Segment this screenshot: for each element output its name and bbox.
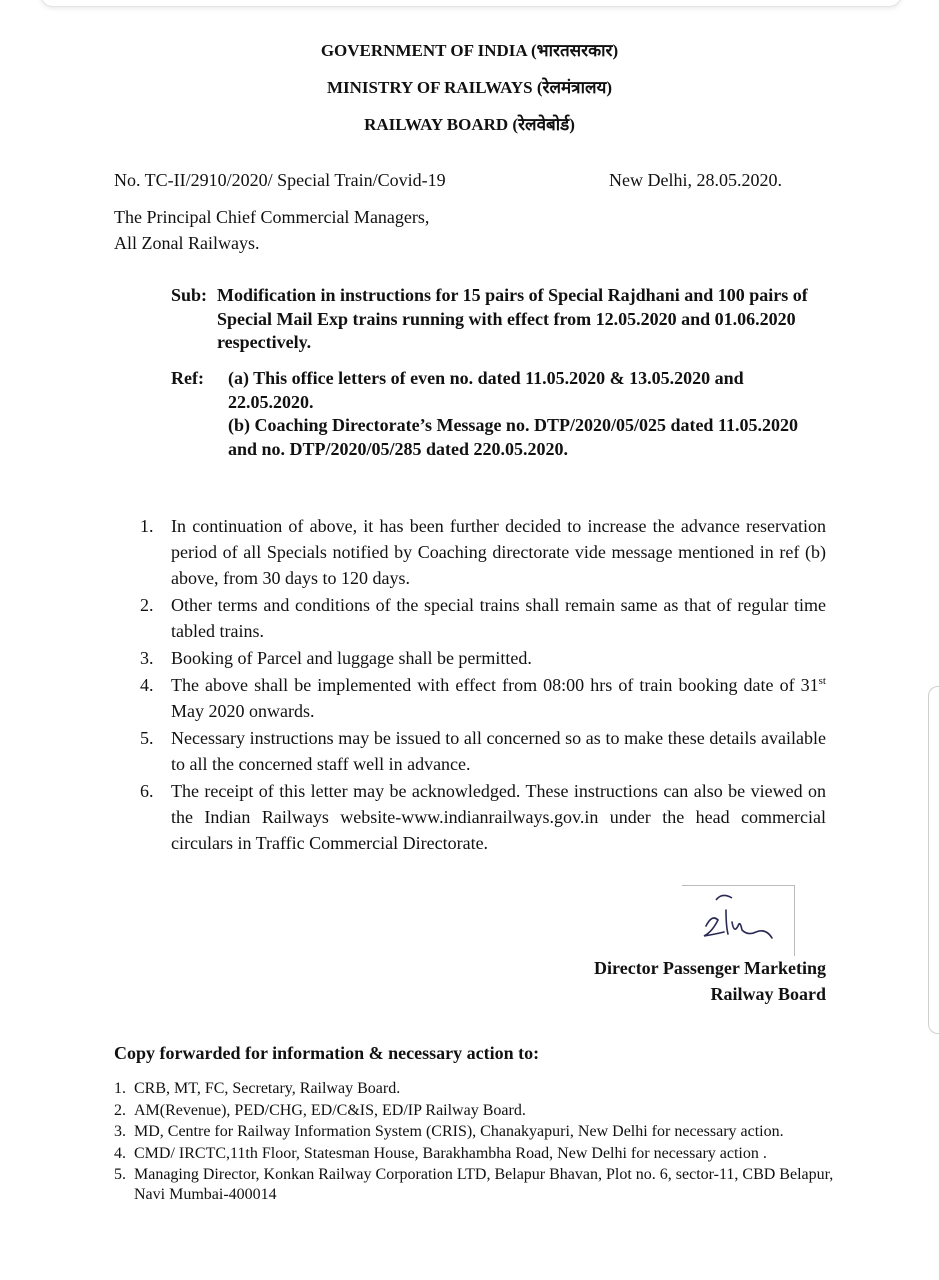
reference-a: (a) This office letters of even no. dated 11.05.2020 & 13.05.2020 and 22.05.2020. <box>228 368 744 412</box>
list-item <box>114 1079 834 1099</box>
paragraph <box>140 778 826 856</box>
header-government: GOVERNMENT OF INDIA (भारतसरकार) <box>320 41 619 60</box>
list-item <box>114 1101 834 1121</box>
list-item <box>114 1165 834 1205</box>
item-number: 4. <box>114 1144 126 1162</box>
paragraph-number: 2. <box>140 595 154 615</box>
item-text: CRB, MT, FC, Secretary, Railway Board. <box>134 1080 401 1097</box>
list-item <box>114 1122 834 1142</box>
paragraph <box>140 725 826 777</box>
scroll-handle[interactable] <box>928 686 939 1034</box>
item-text: Managing Director, Konkan Railway Corporation LTD, Belapur Bhavan, Plot no. 6, sector-11, CBD Belapur, Navi Mumbai-400014 <box>134 1166 834 1203</box>
paragraph-text: The above shall be implemented with effect from 08:00 hrs of train booking date of 31 <box>171 675 819 695</box>
place-date: New Delhi, 28.05.2020. <box>609 170 782 190</box>
item-text: CMD/ IRCTC,11th Floor, Statesman House, Barakhambha Road, New Delhi for necessary action . <box>134 1144 767 1162</box>
subject-label: Sub: <box>171 285 208 305</box>
letter-number: No. TC-II/2910/2020/ Special Train/Covid-19 <box>114 170 446 190</box>
header-ministry: MINISTRY OF RAILWAYS (रेलमंत्रालय) <box>326 78 613 97</box>
paragraph <box>140 592 826 644</box>
paragraph-text: In continuation of above, it has been further decided to increase the advance reservation period of all Specials notified by Coaching directorate vide message mentioned in ref (b) above, from 30 days to 120 days. <box>171 516 826 588</box>
paragraph-list <box>140 513 826 856</box>
subject-text: Modification in instructions for 15 pairs of Special Rajdhani and 100 pairs of Special Mail Exp trains running with effect from 12.05.2020 and 01.06.2020 respectively. <box>217 285 808 352</box>
reference-b: (b) Coaching Directorate’s Message no. DTP/2020/05/025 dated 11.05.2020 and no. DTP/2020/05/285 dated 220.05.2020. <box>228 415 798 459</box>
paragraph-text: Booking of Parcel and luggage shall be permitted. <box>171 648 532 668</box>
paragraph-number: 6. <box>140 781 154 801</box>
addressee-line-2: All Zonal Railways. <box>114 233 260 253</box>
paragraph <box>140 513 826 591</box>
ordinal-suffix: st <box>818 675 826 687</box>
item-number: 3. <box>114 1123 126 1140</box>
paragraph-text: Other terms and conditions of the special trains shall remain same as that of regular time tabled trains. <box>171 595 826 641</box>
signatory-title: Director Passenger Marketing <box>594 958 826 978</box>
paragraph-number: 5. <box>140 728 154 748</box>
item-text: AM(Revenue), PED/CHG, ED/C&IS, ED/IP Railway Board. <box>134 1101 526 1119</box>
signature-icon <box>682 886 794 956</box>
paragraph-text: Necessary instructions may be issued to all concerned so as to make these details available to all the concerned staff well in advance. <box>171 728 826 774</box>
viewer-top-bar <box>40 0 902 7</box>
paragraph-number: 4. <box>140 675 154 695</box>
signatory-org: Railway Board <box>710 984 826 1004</box>
reference-label: Ref: <box>171 368 204 388</box>
header-board: RAILWAY BOARD (रेलवेबोर्ड) <box>364 115 575 134</box>
item-number: 2. <box>114 1101 126 1119</box>
paragraph <box>140 672 826 724</box>
signature-box <box>682 885 795 956</box>
list-item <box>114 1144 834 1164</box>
paragraph-text-end: May 2020 onwards. <box>171 701 315 721</box>
item-number: 5. <box>114 1166 126 1183</box>
paragraph-number: 1. <box>140 516 154 536</box>
copy-list <box>114 1079 834 1207</box>
item-number: 1. <box>114 1080 126 1097</box>
addressee-line-1: The Principal Chief Commercial Managers, <box>114 207 430 227</box>
paragraph <box>140 645 826 671</box>
item-text: MD, Centre for Railway Information System (CRIS), Chanakyapuri, New Delhi for necessary action. <box>134 1123 784 1140</box>
copy-forwarded-title: Copy forwarded for information & necessary action to: <box>114 1043 540 1063</box>
paragraph-number: 3. <box>140 648 154 668</box>
paragraph-text: The receipt of this letter may be acknowledged. These instructions can also be viewed on the Indian Railways website-www.indianrailways.gov.in under the head commercial circulars in Traffic Commercial Directorate. <box>171 781 826 853</box>
